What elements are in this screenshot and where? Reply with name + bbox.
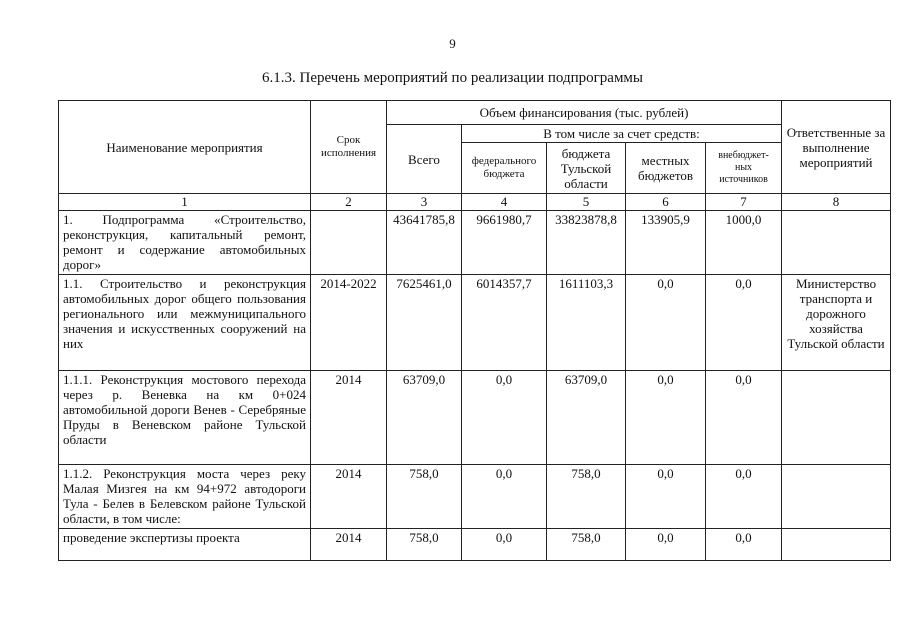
column-number: 6 <box>626 194 706 211</box>
funding-table <box>58 100 891 561</box>
row-local: 0,0 <box>626 465 706 529</box>
row-term: 2014 <box>311 529 387 561</box>
table-row <box>59 371 891 465</box>
row-total: 63709,0 <box>387 371 462 465</box>
row-total: 7625461,0 <box>387 275 462 371</box>
row-regional: 63709,0 <box>547 371 626 465</box>
header-federal: федерального бюджета <box>462 143 547 194</box>
row-term: 2014 <box>311 371 387 465</box>
row-name: 1.1. Строительство и реконструкция автомобильных дорог общего пользования регионального или межмуниципального значения и искусственных сооружений на них <box>59 275 311 371</box>
header-regional: бюджета Тульской области <box>547 143 626 194</box>
column-number: 4 <box>462 194 547 211</box>
header-responsible: Ответственные за выполнение мероприятий <box>782 101 891 194</box>
column-number: 3 <box>387 194 462 211</box>
row-regional: 1611103,3 <box>547 275 626 371</box>
column-number: 7 <box>706 194 782 211</box>
table-row <box>59 465 891 529</box>
row-extrabudget: 1000,0 <box>706 211 782 275</box>
row-federal: 9661980,7 <box>462 211 547 275</box>
row-responsible <box>782 465 891 529</box>
column-number: 2 <box>311 194 387 211</box>
document-title: 6.1.3. Перечень мероприятий по реализации подпрограммы <box>261 70 644 86</box>
row-term: 2014-2022 <box>311 275 387 371</box>
header-funding: Объем финансирования (тыс. рублей) <box>387 101 782 125</box>
table-row <box>59 275 891 371</box>
row-regional: 758,0 <box>547 529 626 561</box>
table-row <box>59 529 891 561</box>
column-number: 5 <box>547 194 626 211</box>
row-extrabudget: 0,0 <box>706 275 782 371</box>
row-federal: 6014357,7 <box>462 275 547 371</box>
table-row <box>59 211 891 275</box>
row-responsible <box>782 371 891 465</box>
header-local: местных бюджетов <box>626 143 706 194</box>
row-extrabudget: 0,0 <box>706 371 782 465</box>
row-name: 1.1.2. Реконструкция моста через реку Малая Мизгея на км 94+972 автодороги Тула - Белев в Белевском районе Тульской области, в том числе: <box>59 465 311 529</box>
column-number: 8 <box>782 194 891 211</box>
row-federal: 0,0 <box>462 529 547 561</box>
row-local: 0,0 <box>626 275 706 371</box>
row-name: 1.1.1. Реконструкция мостового перехода через р. Веневка на км 0+024 автомобильной дороги Венев - Серебряные Пруды в Веневском районе Тульской области <box>59 371 311 465</box>
column-number: 1 <box>59 194 311 211</box>
row-federal: 0,0 <box>462 371 547 465</box>
header-term: Срок исполнения <box>311 101 387 194</box>
row-federal: 0,0 <box>462 465 547 529</box>
row-term <box>311 211 387 275</box>
header-extrabudget: внебюджет-ных источников <box>706 143 782 194</box>
header-total: Всего <box>387 125 462 194</box>
row-regional: 758,0 <box>547 465 626 529</box>
row-extrabudget: 0,0 <box>706 465 782 529</box>
row-local: 0,0 <box>626 529 706 561</box>
row-extrabudget: 0,0 <box>706 529 782 561</box>
row-regional: 33823878,8 <box>547 211 626 275</box>
row-local: 0,0 <box>626 371 706 465</box>
row-total: 43641785,8 <box>387 211 462 275</box>
row-responsible <box>782 211 891 275</box>
row-term: 2014 <box>311 465 387 529</box>
page-number: 9 <box>449 36 456 51</box>
row-responsible: Министерство транспорта и дорожного хозяйства Тульской области <box>782 275 891 371</box>
header-name: Наименование мероприятия <box>59 101 311 194</box>
row-name: 1. Подпрограмма «Строительство, реконструкция, капитальный ремонт, ремонт и содержание автомобильных дорог» <box>59 211 311 275</box>
row-local: 133905,9 <box>626 211 706 275</box>
row-name: проведение экспертизы проекта <box>59 529 311 561</box>
header-including: В том числе за счет средств: <box>462 125 782 143</box>
row-total: 758,0 <box>387 465 462 529</box>
row-total: 758,0 <box>387 529 462 561</box>
row-responsible <box>782 529 891 561</box>
